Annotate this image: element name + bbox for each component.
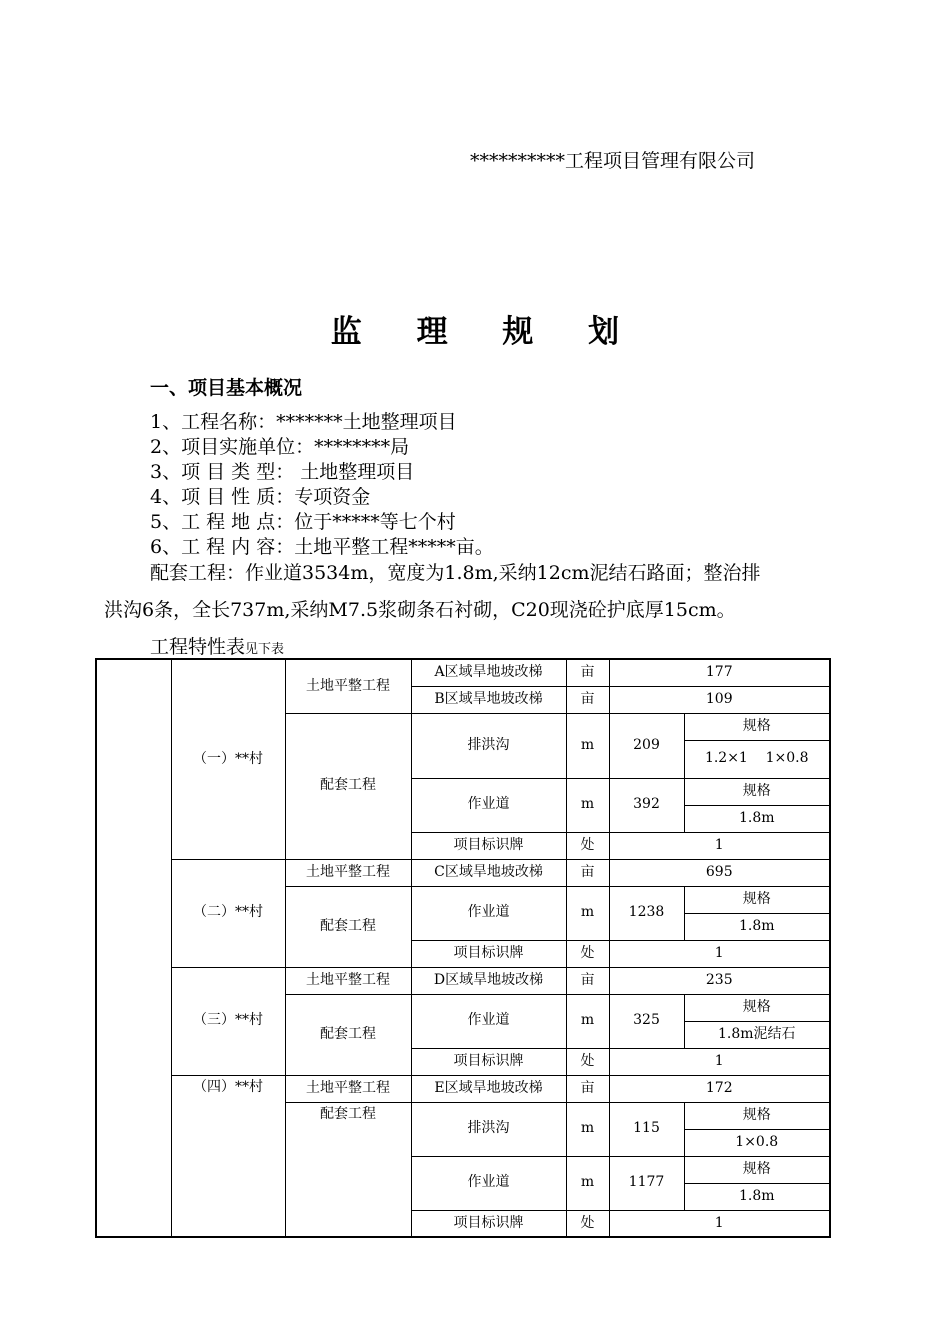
company-name: **********工程项目管理有限公司 [470, 150, 756, 172]
value-cell: 392 [609, 778, 684, 832]
unit-cell: 亩 [566, 659, 609, 686]
unit-cell: m [566, 886, 609, 940]
item-cell: 作业道 [411, 994, 566, 1048]
item-cell: E区域旱地坡改梯 [411, 1075, 566, 1102]
value-cell: 172 [609, 1075, 830, 1102]
value-cell: 235 [609, 967, 830, 994]
item-cell: B区域旱地坡改梯 [411, 686, 566, 713]
info-line-location: 5、工 程 地 点：位于*****等七个村 [150, 511, 456, 533]
value-cell: 1 [609, 940, 830, 967]
spec-label-cell: 规格 [684, 1102, 830, 1129]
item-cell: D区域旱地坡改梯 [411, 967, 566, 994]
category-cell: 土地平整工程 [285, 859, 411, 886]
village-name-cell: （三）**村 [171, 967, 285, 1075]
info-line-project-type: 3、项 目 类 型： 土地整理项目 [150, 461, 415, 483]
category-cell: 配套工程 [285, 1102, 411, 1237]
unit-cell: 亩 [566, 1075, 609, 1102]
item-cell: 项目标识牌 [411, 1210, 566, 1237]
unit-cell: m [566, 713, 609, 778]
unit-cell: 处 [566, 832, 609, 859]
spec-value-cell: 1.2×1 1×0.8 [684, 740, 830, 778]
unit-cell: 处 [566, 1048, 609, 1075]
unit-cell: 处 [566, 940, 609, 967]
unit-cell: 亩 [566, 686, 609, 713]
item-cell: 项目标识牌 [411, 832, 566, 859]
table-row [96, 1075, 830, 1102]
table-row [96, 967, 830, 994]
category-cell: 土地平整工程 [285, 659, 411, 713]
unit-cell: m [566, 994, 609, 1048]
spec-label-cell: 规格 [684, 994, 830, 1021]
item-cell: 作业道 [411, 778, 566, 832]
category-cell: 配套工程 [285, 886, 411, 967]
value-cell: 1 [609, 832, 830, 859]
value-cell: 1 [609, 1048, 830, 1075]
spec-value-cell: 1.8m [684, 1183, 830, 1210]
spec-value-cell: 1×0.8 [684, 1129, 830, 1156]
table-caption [150, 632, 284, 659]
spec-value-cell: 1.8m [684, 805, 830, 832]
unit-cell: m [566, 778, 609, 832]
value-cell: 1238 [609, 886, 684, 940]
table-row [96, 859, 830, 886]
project-characteristics-table [95, 658, 831, 1238]
value-cell: 115 [609, 1102, 684, 1156]
unit-cell: 亩 [566, 967, 609, 994]
category-cell: 土地平整工程 [285, 967, 411, 994]
info-line-content: 6、工 程 内 容：土地平整工程*****亩。 [150, 536, 494, 558]
spec-label-cell: 规格 [684, 886, 830, 913]
info-line-project-nature: 4、项 目 性 质：专项资金 [150, 486, 371, 508]
category-cell: 土地平整工程 [285, 1075, 411, 1102]
item-cell: 项目标识牌 [411, 1048, 566, 1075]
section-heading: 一、项目基本概况 [150, 377, 303, 399]
info-line-project-name: 1、工程名称：*******土地整理项目 [150, 411, 457, 433]
unit-cell: m [566, 1156, 609, 1210]
value-cell: 695 [609, 859, 830, 886]
item-cell: 排洪沟 [411, 1102, 566, 1156]
item-cell: 项目标识牌 [411, 940, 566, 967]
value-cell: 109 [609, 686, 830, 713]
paragraph-line-2: 洪沟6条，全长737m,采纳M7.5浆砌条石衬砌，C20现浇砼护底厚15cm。 [104, 599, 736, 621]
village-name-cell: （二）**村 [171, 859, 285, 967]
info-line-implementing-unit: 2、项目实施单位：********局 [150, 436, 410, 458]
item-cell: 作业道 [411, 886, 566, 940]
value-cell: 177 [609, 659, 830, 686]
spec-label-cell: 规格 [684, 1156, 830, 1183]
paragraph-line-1: 配套工程：作业道3534m，宽度为1.8m,采纳12cm泥结石路面；整治排 [150, 562, 761, 584]
value-cell: 1177 [609, 1156, 684, 1210]
unit-cell: 处 [566, 1210, 609, 1237]
category-cell: 配套工程 [285, 713, 411, 859]
village-name-cell: （四）**村 [171, 1075, 285, 1237]
page-title: 监 理 规 划 [330, 314, 642, 350]
spec-label-cell: 规格 [684, 778, 830, 805]
item-cell: C区域旱地坡改梯 [411, 859, 566, 886]
table-row [96, 659, 830, 686]
village-name-cell: （一）**村 [171, 659, 285, 859]
table-caption-text: 工程特性表 [150, 636, 246, 658]
spec-value-cell: 1.8m泥结石 [684, 1021, 830, 1048]
blank-first-column [96, 659, 171, 1237]
item-cell: 排洪沟 [411, 713, 566, 778]
item-cell: 作业道 [411, 1156, 566, 1210]
spec-label-cell: 规格 [684, 713, 830, 740]
unit-cell: 亩 [566, 859, 609, 886]
value-cell: 325 [609, 994, 684, 1048]
value-cell: 1 [609, 1210, 830, 1237]
table-caption-note: 见下表 [245, 642, 285, 657]
item-cell: A区域旱地坡改梯 [411, 659, 566, 686]
unit-cell: m [566, 1102, 609, 1156]
category-cell: 配套工程 [285, 994, 411, 1075]
spec-value-cell: 1.8m [684, 913, 830, 940]
value-cell: 209 [609, 713, 684, 778]
